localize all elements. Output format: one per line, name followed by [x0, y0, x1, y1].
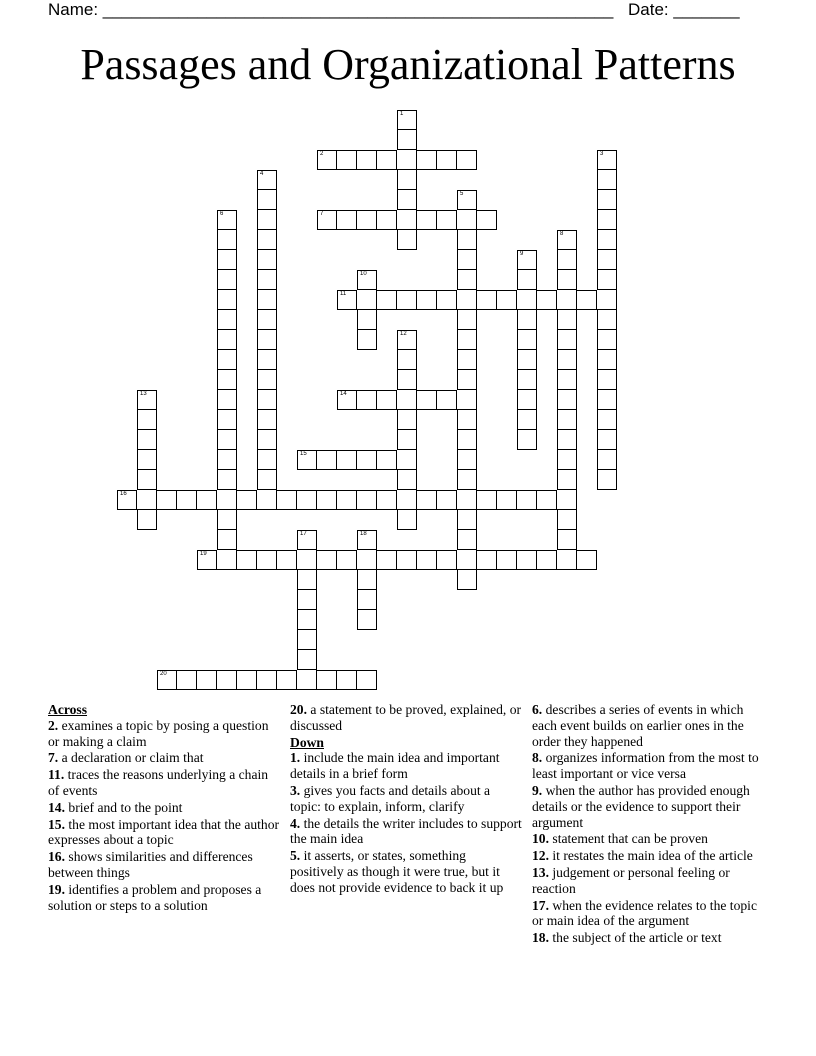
- grid-cell[interactable]: [217, 470, 237, 490]
- clue-number: 12: [400, 331, 407, 337]
- grid-cell[interactable]: [457, 210, 477, 230]
- grid-cell[interactable]: [597, 190, 617, 210]
- grid-cell[interactable]: [417, 150, 437, 170]
- grid-cell[interactable]: [557, 330, 577, 350]
- grid-cell[interactable]: [457, 330, 477, 350]
- grid-cell[interactable]: [457, 510, 477, 530]
- grid-cell[interactable]: [597, 230, 617, 250]
- clue-down-5: 5. it asserts, or states, something positively as though it were true, but it does not provide evidence to back it up: [290, 848, 504, 895]
- grid-cell[interactable]: [457, 350, 477, 370]
- grid-cell[interactable]: [297, 590, 317, 610]
- grid-cell[interactable]: [397, 170, 417, 190]
- grid-cell[interactable]: [537, 290, 557, 310]
- grid-cell[interactable]: [357, 330, 377, 350]
- grid-cell[interactable]: [517, 430, 537, 450]
- grid-cell[interactable]: [217, 510, 237, 530]
- grid-cell[interactable]: [337, 290, 357, 310]
- grid-cell[interactable]: [557, 390, 577, 410]
- grid-cell[interactable]: [557, 310, 577, 330]
- grid-cell[interactable]: [297, 550, 317, 570]
- grid-cell[interactable]: [357, 530, 377, 550]
- grid-cell[interactable]: [557, 290, 577, 310]
- grid-cell[interactable]: [377, 390, 397, 410]
- grid-cell[interactable]: [457, 450, 477, 470]
- grid-cell[interactable]: [597, 470, 617, 490]
- grid-cell[interactable]: [177, 490, 197, 510]
- clue-number: 3: [600, 151, 604, 157]
- clue-down-1: 1. include the main idea and important details in a brief form: [290, 750, 500, 782]
- clues-column-1: [48, 702, 280, 914]
- grid-cell[interactable]: [397, 370, 417, 390]
- grid-cell[interactable]: [337, 150, 357, 170]
- grid-cell[interactable]: [257, 270, 277, 290]
- grid-cell[interactable]: [457, 370, 477, 390]
- grid-cell[interactable]: [377, 290, 397, 310]
- grid-cell[interactable]: [517, 490, 537, 510]
- grid-cell[interactable]: [577, 550, 597, 570]
- grid-cell[interactable]: [437, 210, 457, 230]
- grid-cell[interactable]: [397, 110, 417, 130]
- grid-cell[interactable]: [137, 390, 157, 410]
- grid-cell[interactable]: [397, 470, 417, 490]
- grid-cell[interactable]: [257, 430, 277, 450]
- grid-cell[interactable]: [297, 610, 317, 630]
- grid-cell[interactable]: [497, 490, 517, 510]
- grid-cell[interactable]: [377, 550, 397, 570]
- clue-number: 4: [260, 171, 264, 177]
- clue-number: 11: [340, 291, 347, 297]
- grid-cell[interactable]: [377, 210, 397, 230]
- grid-cell[interactable]: [237, 550, 257, 570]
- grid-cell[interactable]: [157, 490, 177, 510]
- grid-cell[interactable]: [297, 490, 317, 510]
- grid-cell[interactable]: [217, 490, 237, 510]
- grid-cell[interactable]: [397, 350, 417, 370]
- grid-cell[interactable]: [417, 390, 437, 410]
- grid-cell[interactable]: [597, 350, 617, 370]
- grid-cell[interactable]: [257, 370, 277, 390]
- grid-cell[interactable]: [477, 490, 497, 510]
- grid-cell[interactable]: [217, 530, 237, 550]
- clue-across-11: 11. traces the reasons underlying a chain of events: [48, 767, 269, 798]
- grid-cell[interactable]: [457, 290, 477, 310]
- grid-cell[interactable]: [517, 390, 537, 410]
- grid-cell[interactable]: [397, 390, 417, 410]
- grid-cell[interactable]: [357, 450, 377, 470]
- grid-cell[interactable]: [357, 210, 377, 230]
- clue-number: 5: [460, 191, 464, 197]
- grid-cell[interactable]: [197, 550, 217, 570]
- grid-cell[interactable]: [257, 670, 277, 690]
- grid-cell[interactable]: [437, 150, 457, 170]
- grid-cell[interactable]: [197, 670, 217, 690]
- grid-cell[interactable]: [537, 490, 557, 510]
- clue-number: 1: [400, 111, 404, 117]
- grid-cell[interactable]: [257, 230, 277, 250]
- grid-cell[interactable]: [297, 650, 317, 670]
- grid-cell[interactable]: [597, 310, 617, 330]
- grid-cell[interactable]: [217, 210, 237, 230]
- grid-cell[interactable]: [397, 550, 417, 570]
- clue-across-16: 16. shows similarities and differences between things: [48, 849, 253, 880]
- grid-cell[interactable]: [257, 210, 277, 230]
- grid-cell[interactable]: [217, 350, 237, 370]
- grid-cell[interactable]: [317, 150, 337, 170]
- grid-cell[interactable]: [137, 490, 157, 510]
- grid-cell[interactable]: [357, 270, 377, 290]
- grid-cell[interactable]: [397, 210, 417, 230]
- grid-cell[interactable]: [557, 470, 577, 490]
- grid-cell[interactable]: [377, 450, 397, 470]
- grid-cell[interactable]: [357, 570, 377, 590]
- clue-number: 17: [300, 531, 307, 537]
- grid-cell[interactable]: [457, 190, 477, 210]
- grid-cell[interactable]: [397, 510, 417, 530]
- grid-cell[interactable]: [597, 170, 617, 190]
- grid-cell[interactable]: [217, 310, 237, 330]
- grid-cell[interactable]: [557, 430, 577, 450]
- clue-down-9: 9. when the author has provided enough details or the evidence to support their argument: [532, 782, 750, 830]
- grid-cell[interactable]: [597, 430, 617, 450]
- grid-cell[interactable]: [357, 490, 377, 510]
- grid-cell[interactable]: [337, 450, 357, 470]
- grid-cell[interactable]: [217, 290, 237, 310]
- grid-cell[interactable]: [517, 410, 537, 430]
- grid-cell[interactable]: [337, 490, 357, 510]
- grid-cell[interactable]: [517, 290, 537, 310]
- grid-cell[interactable]: [517, 330, 537, 350]
- grid-cell[interactable]: [237, 670, 257, 690]
- grid-cell[interactable]: [417, 550, 437, 570]
- grid-cell[interactable]: [297, 450, 317, 470]
- clue-number: 16: [120, 491, 127, 497]
- grid-cell[interactable]: [337, 550, 357, 570]
- grid-cell[interactable]: [457, 410, 477, 430]
- clue-number: 20: [160, 671, 167, 677]
- grid-cell[interactable]: [257, 250, 277, 270]
- clue-number: 19: [200, 551, 207, 557]
- grid-cell[interactable]: [597, 250, 617, 270]
- grid-cell[interactable]: [517, 270, 537, 290]
- grid-cell[interactable]: [457, 530, 477, 550]
- clue-down-4: 4. the details the writer includes to support the main idea: [290, 815, 522, 847]
- across-heading: Across: [48, 702, 88, 717]
- grid-cell[interactable]: [477, 210, 497, 230]
- grid-cell[interactable]: [257, 470, 277, 490]
- grid-cell[interactable]: [277, 550, 297, 570]
- grid-cell[interactable]: [497, 290, 517, 310]
- page-title: Passages and Organizational Patterns: [80, 40, 736, 89]
- clue-number: 15: [300, 451, 307, 457]
- grid-cell[interactable]: [457, 150, 477, 170]
- grid-cell[interactable]: [217, 550, 237, 570]
- clue-down-18: 18. the subject of the article or text: [532, 930, 722, 946]
- clue-number: 7: [320, 211, 324, 217]
- grid-cell[interactable]: [477, 290, 497, 310]
- grid-cell[interactable]: [317, 210, 337, 230]
- grid-cell[interactable]: [477, 550, 497, 570]
- grid-cell[interactable]: [397, 230, 417, 250]
- name-field: Name: ______________________________________________________: [48, 0, 614, 19]
- grid-cell[interactable]: [317, 670, 337, 690]
- grid-cell[interactable]: [597, 410, 617, 430]
- grid-cell[interactable]: [137, 430, 157, 450]
- grid-cell[interactable]: [437, 390, 457, 410]
- grid-cell[interactable]: [337, 670, 357, 690]
- grid-cell[interactable]: [357, 550, 377, 570]
- grid-cell[interactable]: [217, 270, 237, 290]
- clues-column-2: [290, 702, 522, 897]
- grid-cell[interactable]: [597, 330, 617, 350]
- clue-number: 8: [560, 231, 564, 237]
- grid-cell[interactable]: [217, 250, 237, 270]
- clue-down-3: 3. gives you facts and details about a topic: to explain, inform, clarify: [290, 782, 491, 814]
- grid-cell[interactable]: [557, 230, 577, 250]
- grid-cell[interactable]: [557, 350, 577, 370]
- grid-cell[interactable]: [137, 510, 157, 530]
- grid-cell[interactable]: [397, 450, 417, 470]
- grid-cell[interactable]: [517, 250, 537, 270]
- grid-cell[interactable]: [357, 610, 377, 630]
- grid-cell[interactable]: [417, 490, 437, 510]
- grid-cell[interactable]: [357, 590, 377, 610]
- grid-cell[interactable]: [137, 470, 157, 490]
- grid-cell[interactable]: [557, 490, 577, 510]
- grid-cell[interactable]: [237, 490, 257, 510]
- down-heading: Down: [290, 734, 324, 750]
- clue-across-20: 20. a statement to be proved, explained, or discussed: [290, 702, 522, 733]
- grid-cell[interactable]: [557, 250, 577, 270]
- clue-number: 13: [140, 391, 147, 397]
- clue-down-6: 6. describes a series of events in which each event builds on earlier ones in the order they happened: [532, 702, 744, 749]
- grid-cell[interactable]: [257, 390, 277, 410]
- grid-cell[interactable]: [457, 570, 477, 590]
- grid-cell[interactable]: [597, 210, 617, 230]
- grid-cell[interactable]: [417, 290, 437, 310]
- clue-down-12: 12. it restates the main idea of the article: [532, 848, 753, 864]
- grid-cell[interactable]: [117, 490, 137, 510]
- grid-cell[interactable]: [397, 490, 417, 510]
- clue-number: 18: [360, 531, 367, 537]
- grid-cell[interactable]: [457, 550, 477, 570]
- grid-cell[interactable]: [597, 370, 617, 390]
- clue-down-13: 13. judgement or personal feeling or reaction: [532, 864, 730, 896]
- date-field: Date: _______: [628, 0, 740, 19]
- grid-cell[interactable]: [437, 290, 457, 310]
- grid-cell[interactable]: [437, 490, 457, 510]
- grid-cell[interactable]: [537, 550, 557, 570]
- clues-column-3: [532, 702, 768, 947]
- grid-cell[interactable]: [597, 150, 617, 170]
- grid-cell[interactable]: [317, 450, 337, 470]
- clue-number: 10: [360, 271, 367, 277]
- grid-cell[interactable]: [357, 670, 377, 690]
- grid-cell[interactable]: [397, 330, 417, 350]
- grid-cell[interactable]: [597, 290, 617, 310]
- grid-cell[interactable]: [417, 210, 437, 230]
- clue-down-10: 10. statement that can be proven: [532, 831, 708, 847]
- grid-cell[interactable]: [377, 150, 397, 170]
- grid-cell[interactable]: [137, 450, 157, 470]
- clue-number: 9: [520, 251, 524, 257]
- grid-cell[interactable]: [457, 270, 477, 290]
- grid-cell[interactable]: [517, 310, 537, 330]
- grid-cell[interactable]: [457, 470, 477, 490]
- grid-cell[interactable]: [557, 450, 577, 470]
- grid-cell[interactable]: [357, 390, 377, 410]
- grid-cell[interactable]: [397, 430, 417, 450]
- grid-cell[interactable]: [457, 490, 477, 510]
- grid-cell[interactable]: [257, 290, 277, 310]
- grid-cell[interactable]: [257, 190, 277, 210]
- grid-cell[interactable]: [217, 410, 237, 430]
- grid-cell[interactable]: [457, 430, 477, 450]
- grid-cell[interactable]: [257, 350, 277, 370]
- clue-number: 2: [320, 151, 324, 157]
- grid-cell[interactable]: [557, 530, 577, 550]
- grid-cell[interactable]: [257, 330, 277, 350]
- grid-cell[interactable]: [257, 410, 277, 430]
- grid-cell[interactable]: [217, 430, 237, 450]
- grid-cell[interactable]: [457, 390, 477, 410]
- grid-cell[interactable]: [257, 550, 277, 570]
- grid-cell[interactable]: [217, 450, 237, 470]
- grid-cell[interactable]: [517, 370, 537, 390]
- clue-down-8: 8. organizes information from the most to least important or vice versa: [532, 750, 759, 782]
- grid-cell[interactable]: [557, 270, 577, 290]
- grid-cell[interactable]: [157, 670, 177, 690]
- clue-across-2: 2. examines a topic by posing a question or making a claim: [48, 717, 269, 749]
- clue-across-7: 7. a declaration or claim that: [48, 750, 204, 766]
- grid-cell[interactable]: [357, 290, 377, 310]
- clue-across-14: 14. brief and to the point: [48, 799, 183, 815]
- grid-cell[interactable]: [217, 670, 237, 690]
- grid-cell[interactable]: [217, 390, 237, 410]
- grid-cell[interactable]: [277, 670, 297, 690]
- grid-cell[interactable]: [317, 490, 337, 510]
- grid-cell[interactable]: [397, 150, 417, 170]
- grid-cell[interactable]: [357, 150, 377, 170]
- grid-cell[interactable]: [257, 310, 277, 330]
- grid-cell[interactable]: [297, 570, 317, 590]
- grid-cell[interactable]: [457, 250, 477, 270]
- grid-cell[interactable]: [297, 670, 317, 690]
- grid-cell[interactable]: [297, 630, 317, 650]
- clue-across-19: 19. identifies a problem and proposes a solution or steps to a solution: [48, 881, 262, 913]
- grid-cell[interactable]: [137, 410, 157, 430]
- grid-cell[interactable]: [557, 410, 577, 430]
- grid-cell[interactable]: [597, 450, 617, 470]
- grid-cell[interactable]: [517, 550, 537, 570]
- grid-cell[interactable]: [557, 550, 577, 570]
- grid-cell[interactable]: [397, 290, 417, 310]
- grid-cell[interactable]: [337, 390, 357, 410]
- grid-cell[interactable]: [557, 510, 577, 530]
- grid-cell[interactable]: [437, 550, 457, 570]
- grid-cell[interactable]: [597, 390, 617, 410]
- grid-cell[interactable]: [517, 350, 537, 370]
- grid-cell[interactable]: [257, 450, 277, 470]
- grid-cell[interactable]: [317, 550, 337, 570]
- grid-cell[interactable]: [597, 270, 617, 290]
- grid-cell[interactable]: [297, 530, 317, 550]
- grid-cell[interactable]: [357, 310, 377, 330]
- grid-cell[interactable]: [257, 490, 277, 510]
- grid-cell[interactable]: [457, 310, 477, 330]
- grid-cell[interactable]: [377, 490, 397, 510]
- grid-cell[interactable]: [577, 290, 597, 310]
- grid-cell[interactable]: [457, 230, 477, 250]
- grid-cell[interactable]: [397, 410, 417, 430]
- grid-cell[interactable]: [397, 190, 417, 210]
- grid-cell[interactable]: [177, 670, 197, 690]
- grid-cell[interactable]: [337, 210, 357, 230]
- clue-number: 6: [220, 211, 224, 217]
- grid-cell[interactable]: [217, 330, 237, 350]
- grid-cell[interactable]: [397, 130, 417, 150]
- grid-cell[interactable]: [217, 230, 237, 250]
- clue-down-17: 17. when the evidence relates to the topic or main idea of the argument: [532, 897, 757, 929]
- clue-number: 14: [340, 391, 347, 397]
- grid-cell[interactable]: [277, 490, 297, 510]
- grid-cell[interactable]: [257, 170, 277, 190]
- grid-cell[interactable]: [497, 550, 517, 570]
- grid-cell[interactable]: [197, 490, 217, 510]
- grid-cell[interactable]: [217, 370, 237, 390]
- grid-cell[interactable]: [557, 370, 577, 390]
- clue-across-15: 15. the most important idea that the author expresses about a topic: [48, 816, 280, 848]
